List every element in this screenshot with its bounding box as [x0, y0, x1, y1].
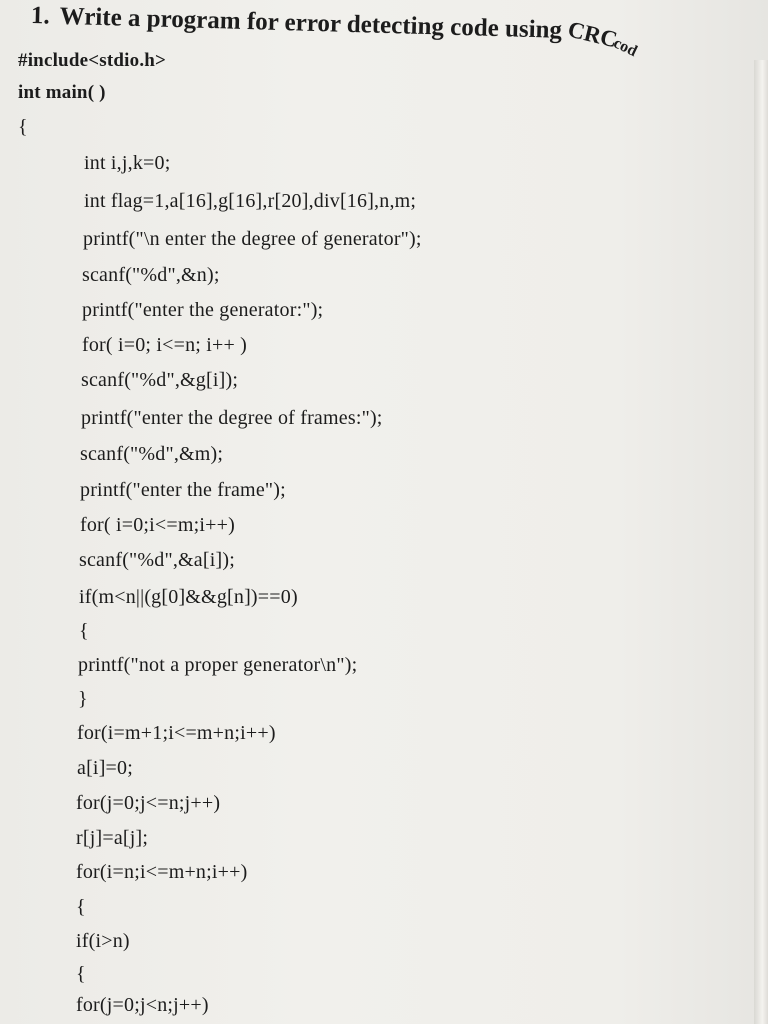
- code-line: scanf("%d",&g[i]);: [81, 369, 239, 391]
- code-line: for( i=0;i<=m;i++): [80, 514, 235, 536]
- question-text: Write a program for error detecting code using: [59, 2, 563, 44]
- code-line: int flag=1,a[16],g[16],r[20],div[16],n,m;: [84, 190, 417, 212]
- code-line: {: [76, 896, 86, 918]
- code-line: printf("enter the frame");: [80, 479, 286, 501]
- code-line: scanf("%d",&m);: [80, 443, 224, 465]
- code-line: scanf("%d",&a[i]);: [79, 549, 235, 571]
- page-binding-edge: [754, 60, 768, 1024]
- code-line: if(i>n): [76, 930, 130, 952]
- code-line: scanf("%d",&n);: [82, 264, 220, 286]
- code-line-main-signature: int main( ): [18, 82, 106, 103]
- code-line-include: #include<stdio.h>: [18, 50, 167, 71]
- code-line: printf("not a proper generator\n");: [78, 654, 358, 676]
- code-line: for(i=n;i<=m+n;i++): [76, 861, 248, 883]
- code-line: printf("\n enter the degree of generator");: [83, 228, 422, 250]
- code-line: for(j=0;j<n;j++): [76, 994, 209, 1016]
- code-line: r[j]=a[j];: [76, 827, 149, 849]
- code-line: {: [76, 963, 86, 985]
- code-line: int i,j,k=0;: [84, 152, 171, 174]
- code-line: printf("enter the generator:");: [82, 299, 324, 321]
- code-line: {: [79, 620, 89, 642]
- question-text-curled: CRC: [565, 16, 621, 53]
- code-line: a[i]=0;: [77, 757, 133, 779]
- question-text-cut-off: cod: [611, 34, 641, 61]
- question-number: 1.: [30, 2, 51, 30]
- code-line: for(i=m+1;i<=m+n;i++): [77, 722, 276, 744]
- code-line: for(j=0;j<=n;j++): [76, 792, 221, 814]
- code-line: }: [78, 688, 88, 710]
- code-line: if(m<n||(g[0]&&g[n])==0): [79, 586, 298, 608]
- code-line: for( i=0; i<=n; i++ ): [82, 334, 248, 356]
- code-line: printf("enter the degree of frames:");: [81, 407, 383, 429]
- code-line-open-brace: {: [18, 116, 28, 138]
